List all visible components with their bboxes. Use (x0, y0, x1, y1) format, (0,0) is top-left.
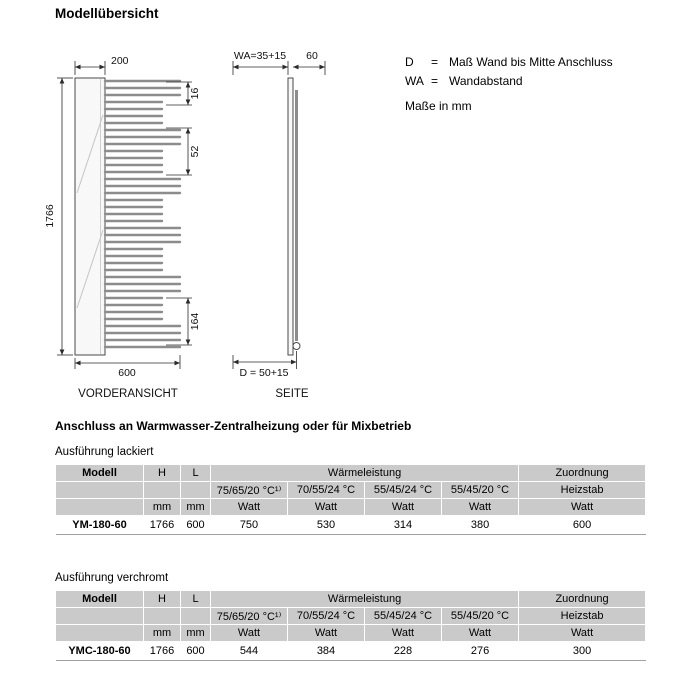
cell-l: 600 (181, 516, 211, 535)
spec-table-chromed (55, 590, 646, 661)
table-row (56, 642, 646, 661)
col-header-temp: 55/45/20 °C (442, 482, 519, 499)
dim-label-52: 52 (189, 145, 201, 158)
header-spacer-cell (56, 608, 144, 625)
unit-watt: Watt (519, 625, 646, 642)
unit-watt: Watt (288, 499, 365, 516)
table-caption-chromed: Ausführung verchromt (55, 572, 169, 584)
legend-row-d (405, 55, 613, 69)
legend-equals: = (431, 55, 439, 69)
dim-label-164: 164 (189, 312, 201, 331)
units-note: Maße in mm (405, 99, 472, 113)
legend-key: WA (405, 74, 424, 88)
header-spacer-cell (56, 499, 144, 516)
table-row (56, 516, 646, 535)
col-group-waermeleistung: Wärmeleistung (211, 465, 519, 482)
front-view-label: VORDERANSICHT (78, 388, 178, 400)
cell-watt: 276 (442, 642, 519, 661)
unit-watt: Watt (442, 499, 519, 516)
unit-watt: Watt (365, 499, 442, 516)
cell-h: 1766 (144, 516, 181, 535)
cell-watt: 228 (365, 642, 442, 661)
header-spacer-cell (56, 482, 144, 499)
page-title: Modellübersicht (55, 6, 159, 21)
side-view-label: SEITE (275, 388, 309, 400)
dim-label-width-bottom: 600 (118, 367, 136, 379)
unit-mm: mm (181, 499, 211, 516)
unit-mm: mm (144, 499, 181, 516)
cell-watt: 384 (288, 642, 365, 661)
header-spacer-cell (181, 608, 211, 625)
col-header-temp: 70/55/24 °C (288, 482, 365, 499)
header-spacer-cell (144, 608, 181, 625)
dim-label-depth: 60 (306, 50, 318, 62)
col-header-h: H (144, 465, 181, 482)
col-header-temp: 75/65/20 °C¹⁾ (211, 608, 288, 625)
dim-label-width-top: 200 (111, 55, 129, 67)
cell-watt: 750 (211, 516, 288, 535)
col-header-zuordnung: Zuordnung (519, 465, 646, 482)
col-header-model: Modell (56, 591, 144, 608)
unit-watt: Watt (211, 499, 288, 516)
unit-watt: Watt (519, 499, 646, 516)
cell-l: 600 (181, 642, 211, 661)
unit-watt: Watt (365, 625, 442, 642)
spec-table-lacquered (55, 464, 646, 535)
dim-label-16: 16 (189, 87, 201, 100)
table-caption-lacquered: Ausführung lackiert (55, 446, 154, 458)
col-header-heizstab: Heizstab (519, 482, 646, 499)
cell-watt: 380 (442, 516, 519, 535)
header-spacer-cell (56, 625, 144, 642)
col-header-temp: 55/45/24 °C (365, 482, 442, 499)
radiator-tubes (105, 81, 180, 347)
col-header-l: L (181, 465, 211, 482)
cell-watt: 314 (365, 516, 442, 535)
col-header-temp: 75/65/20 °C¹⁾ (211, 482, 288, 499)
col-header-model: Modell (56, 465, 144, 482)
unit-mm: mm (144, 625, 181, 642)
col-header-temp: 70/55/24 °C (288, 608, 365, 625)
connection-point (293, 343, 300, 350)
cell-h: 1766 (144, 642, 181, 661)
dim-label-d: D = 50+15 (239, 367, 289, 379)
technical-drawing (40, 45, 380, 410)
legend (405, 55, 613, 113)
side-view (233, 50, 325, 400)
legend-row-wa (405, 74, 613, 88)
col-header-temp: 55/45/24 °C (365, 608, 442, 625)
legend-key: D (405, 55, 414, 69)
unit-mm: mm (181, 625, 211, 642)
front-view (44, 55, 201, 400)
col-header-heizstab: Heizstab (519, 608, 646, 625)
header-spacer-cell (144, 482, 181, 499)
cell-model: YM-180-60 (56, 516, 144, 535)
legend-text: Maß Wand bis Mitte Anschluss (449, 55, 613, 69)
unit-watt: Watt (442, 625, 519, 642)
header-spacer-cell (181, 482, 211, 499)
legend-text: Wandabstand (449, 74, 523, 88)
unit-watt: Watt (288, 625, 365, 642)
cell-watt: 530 (288, 516, 365, 535)
col-group-waermeleistung: Wärmeleistung (211, 591, 519, 608)
col-header-zuordnung: Zuordnung (519, 591, 646, 608)
cell-watt: 544 (211, 642, 288, 661)
dim-label-height: 1766 (44, 204, 56, 228)
section-heading: Anschluss an Warmwasser-Zentralheizung oder für Mixbetrieb (55, 419, 412, 433)
unit-watt: Watt (211, 625, 288, 642)
legend-equals: = (431, 74, 439, 88)
col-header-h: H (144, 591, 181, 608)
dim-label-wa: WA=35+15 (233, 50, 287, 62)
col-header-l: L (181, 591, 211, 608)
cell-heizstab: 600 (519, 516, 646, 535)
side-panel (288, 78, 293, 355)
cell-model: YMC-180-60 (56, 642, 144, 661)
cell-heizstab: 300 (519, 642, 646, 661)
col-header-temp: 55/45/20 °C (442, 608, 519, 625)
